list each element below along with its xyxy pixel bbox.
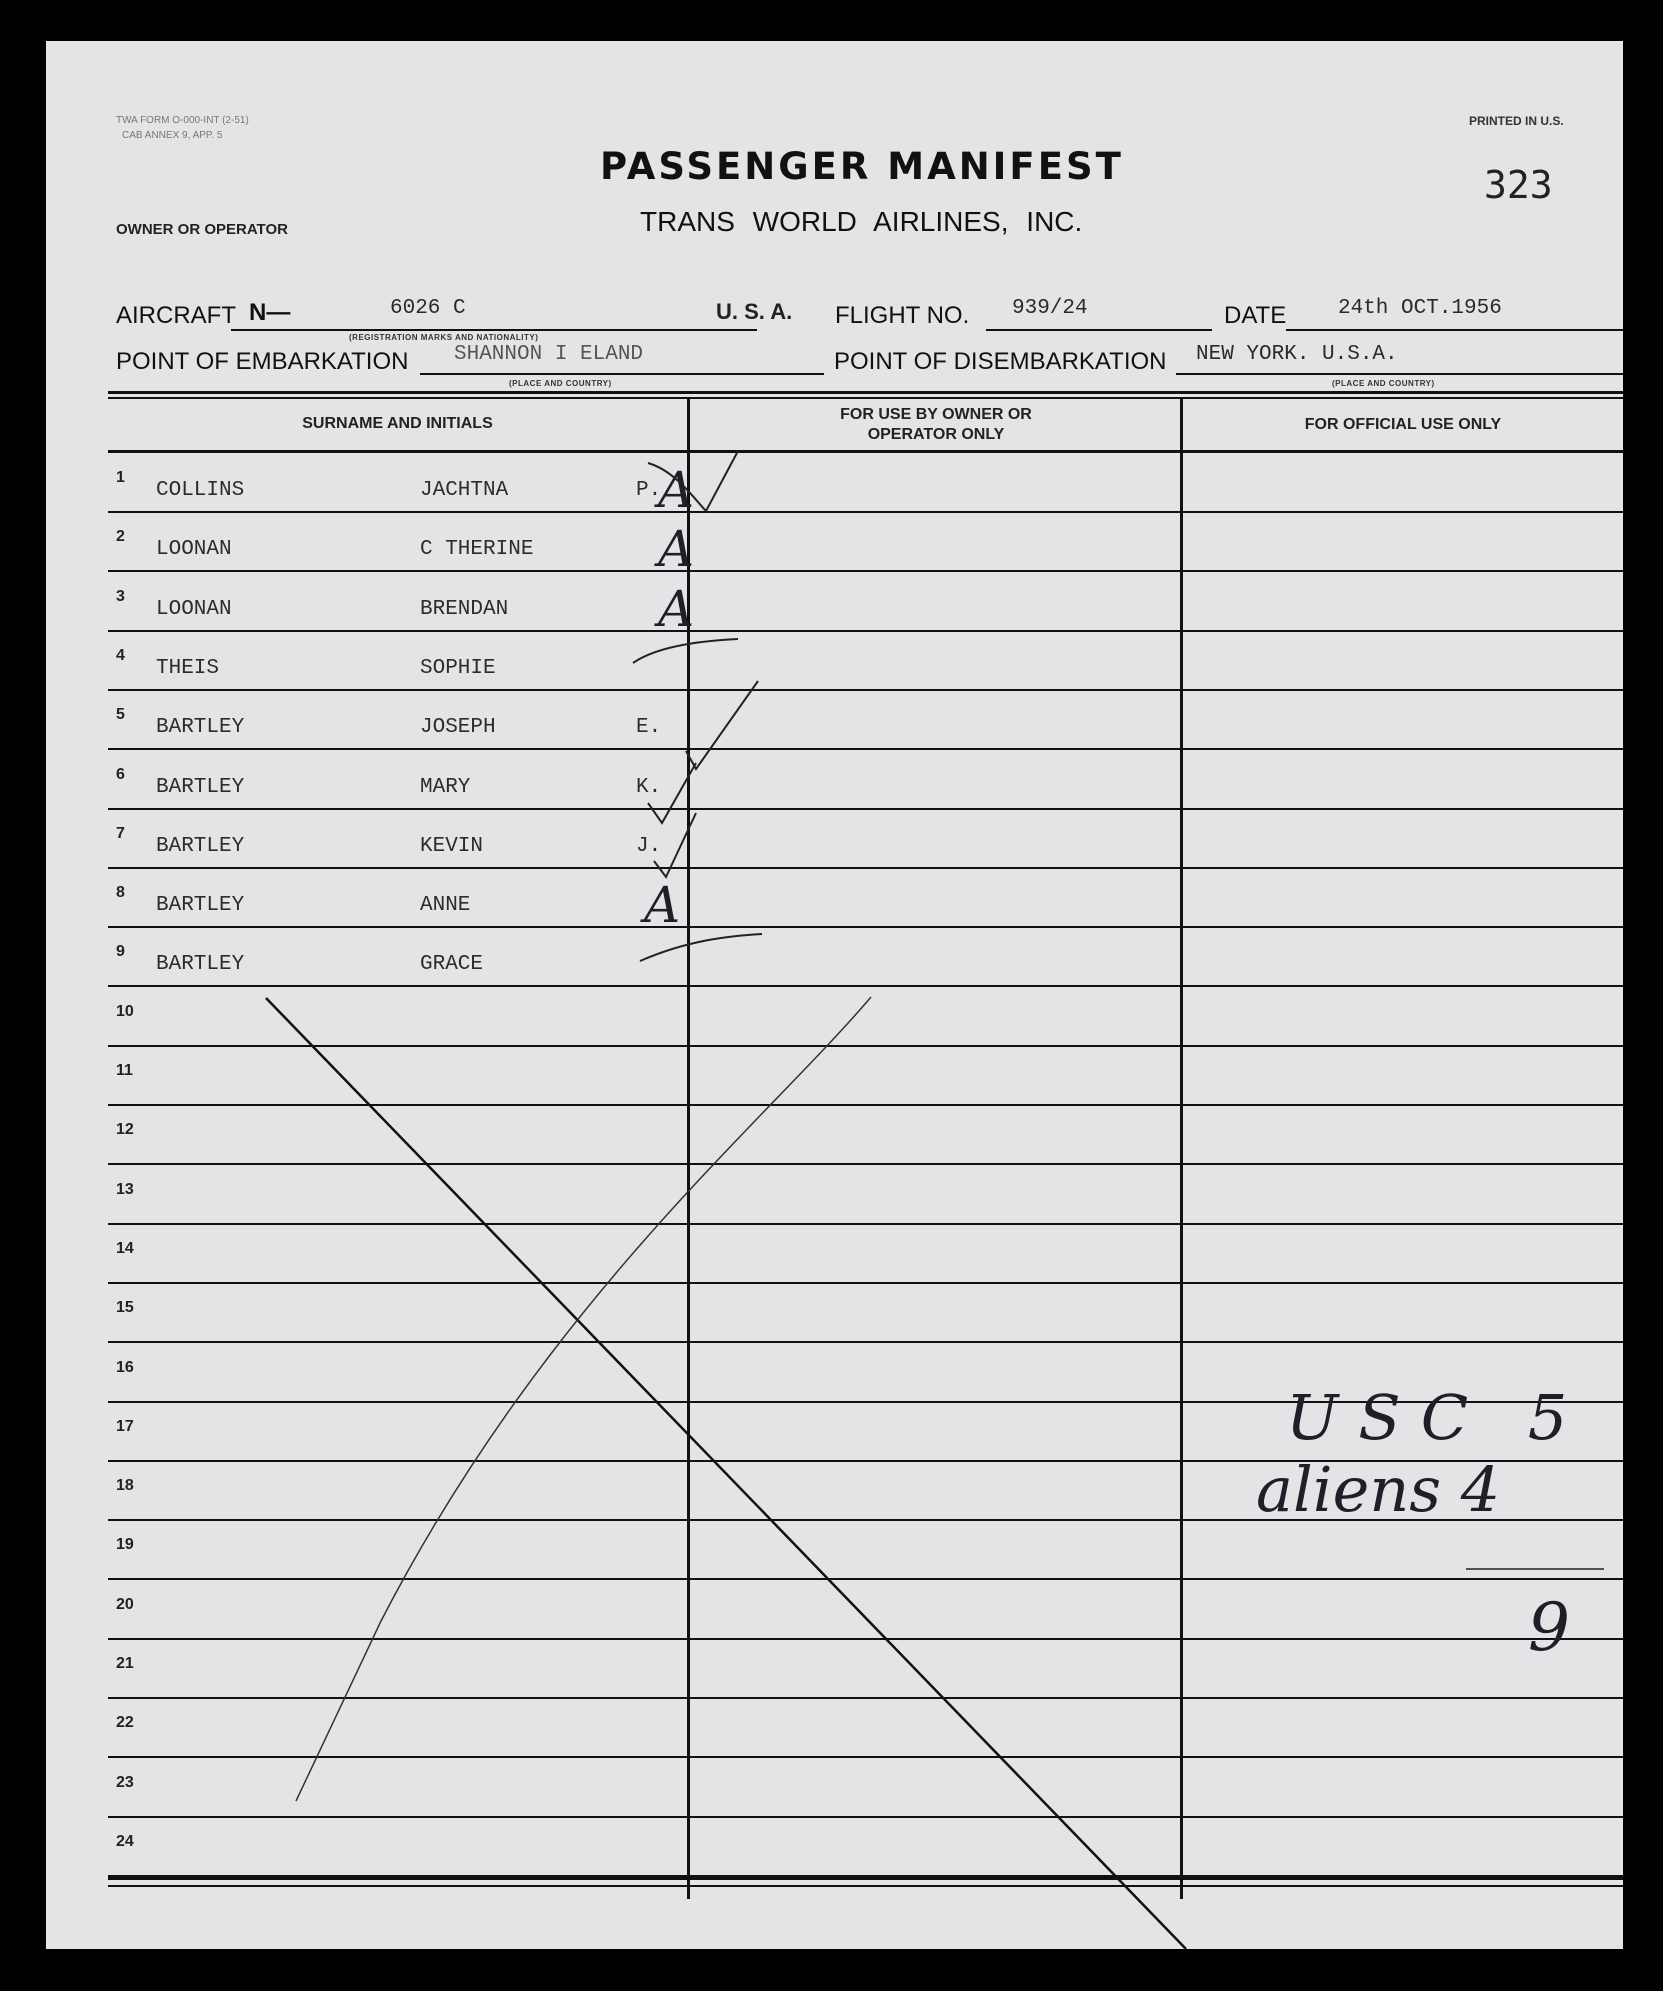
passenger-initial: J. [636, 835, 662, 858]
row-number: 19 [116, 1536, 134, 1553]
row-number: 24 [116, 1833, 134, 1850]
embarkation-value: SHANNON I ELAND [454, 343, 644, 366]
check-mark-row-5 [686, 681, 758, 769]
disembarkation-label: POINT OF DISEMBARKATION [834, 348, 1167, 375]
passenger-initial: P. [636, 479, 662, 502]
passenger-given: GRACE [420, 953, 484, 976]
flight-number: 939/24 [1012, 297, 1088, 320]
page-number: 323 [1484, 163, 1553, 207]
row-number: 22 [116, 1714, 134, 1731]
passenger-given: JOSEPH [420, 716, 496, 739]
handwritten-marks [46, 41, 1623, 1949]
flight-date: 24th OCT.1956 [1338, 297, 1502, 320]
passenger-surname: BARTLEY [156, 894, 245, 917]
passenger-mark: A [644, 876, 681, 934]
column-header-official: FOR OFFICIAL USE ONLY [1304, 416, 1502, 433]
row-number: 20 [116, 1596, 134, 1613]
column-header-owner: FOR USE BY OWNER OR OPERATOR ONLY [840, 406, 1032, 443]
passenger-surname: BARTLEY [156, 716, 245, 739]
registration-caption: (REGISTRATION MARKS AND NATIONALITY) [349, 333, 539, 342]
passenger-initial: E. [636, 716, 662, 739]
disembarkation-caption: (PLACE AND COUNTRY) [1332, 379, 1435, 388]
column-header-name: SURNAME AND INITIALS [302, 415, 493, 432]
aircraft-prefix: N— [249, 299, 291, 326]
row-number: 8 [116, 884, 125, 901]
passenger-surname: LOONAN [156, 538, 232, 561]
passenger-given: JACHTNA [420, 479, 509, 502]
printed-in-label: PRINTED IN U.S. [1469, 114, 1564, 128]
aircraft-label: AIRCRAFT [116, 302, 236, 329]
passenger-surname: BARTLEY [156, 835, 245, 858]
passenger-given: SOPHIE [420, 657, 496, 680]
passenger-surname: LOONAN [156, 598, 232, 621]
date-label: DATE [1224, 302, 1287, 329]
row-number: 7 [116, 825, 125, 842]
company-name: TRANS WORLD AIRLINES, INC. [640, 206, 1083, 237]
flight-label: FLIGHT NO. [835, 302, 970, 329]
check-mark-row-1 [648, 451, 738, 511]
embarkation-caption: (PLACE AND COUNTRY) [509, 379, 612, 388]
row-number: 11 [116, 1062, 133, 1079]
row-number: 12 [116, 1121, 134, 1138]
row-number: 6 [116, 766, 125, 783]
row-number: 1 [116, 469, 125, 486]
passenger-given: MARY [420, 776, 471, 799]
passenger-mark: A [658, 461, 695, 519]
check-mark-row-7 [654, 813, 696, 877]
passenger-given: KEVIN [420, 835, 484, 858]
tally-aliens: aliens 4 [1256, 1453, 1501, 1526]
passenger-surname: THEIS [156, 657, 220, 680]
nationality: U. S. A. [716, 299, 793, 324]
passenger-surname: BARTLEY [156, 953, 245, 976]
row-number: 3 [116, 588, 125, 605]
aircraft-registration: 6026 C [390, 297, 466, 320]
row-number: 23 [116, 1774, 134, 1791]
page-title: PASSENGER MANIFEST [600, 145, 1124, 188]
passenger-mark: A [658, 580, 695, 638]
row-number: 10 [116, 1003, 134, 1020]
passenger-given: ANNE [420, 894, 471, 917]
row-number: 17 [116, 1418, 134, 1435]
passenger-given: C THERINE [420, 538, 534, 561]
row-number: 5 [116, 706, 125, 723]
passenger-surname: COLLINS [156, 479, 245, 502]
owner-label: OWNER OR OPERATOR [116, 221, 288, 238]
passenger-surname: BARTLEY [156, 776, 245, 799]
cancellation-line-1 [266, 998, 1186, 1949]
form-id: TWA FORM O-000-INT (2-51) [116, 115, 249, 126]
passenger-mark: A [658, 520, 695, 578]
tally-usc: USC 5 [1286, 1381, 1588, 1454]
passenger-given: BRENDAN [420, 598, 509, 621]
row-number: 15 [116, 1299, 134, 1316]
check-mark-row-6 [648, 763, 696, 823]
row-number: 18 [116, 1477, 134, 1494]
row-number: 14 [116, 1240, 134, 1257]
form-annex: CAB ANNEX 9, APP. 5 [122, 130, 223, 141]
disembarkation-value: NEW YORK. U.S.A. [1196, 343, 1398, 366]
tally-total: 9 [1528, 1589, 1570, 1666]
embarkation-label: POINT OF EMBARKATION [116, 348, 409, 375]
row-number: 13 [116, 1181, 134, 1198]
manifest-page [46, 41, 1623, 1949]
row-number: 4 [116, 647, 125, 664]
check-mark-row-4 [633, 639, 738, 663]
passenger-initial: K. [636, 776, 662, 799]
row-number: 21 [116, 1655, 134, 1672]
row-number: 9 [116, 943, 125, 960]
check-mark-row-9 [640, 934, 762, 961]
row-number: 16 [116, 1359, 134, 1376]
row-number: 2 [116, 528, 125, 545]
